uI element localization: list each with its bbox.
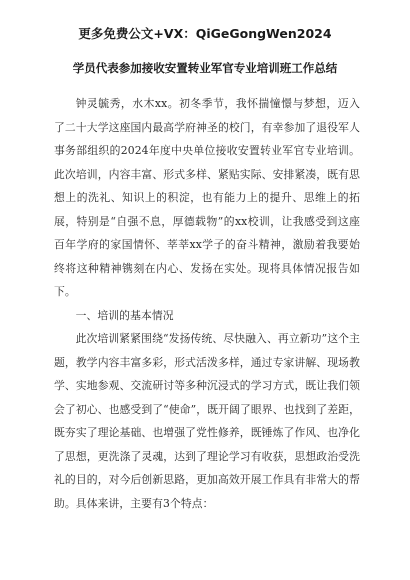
page-header: 更多免费公文+VX：QiGeGongWen2024 — [78, 26, 332, 41]
section-heading: 一、培训的基本情况 — [75, 308, 174, 322]
intro-paragraph: 钟灵毓秀，水木xx。初冬季节，我怀揣憧憬与梦想，迈入了二十大学这座国内最高学府神圣的校门，有幸参加了退役军人事务部组织的2024年度中央单位接收安置转业军官专业培训。此次培训，内容丰富、形式多样、紧贴实际、安排紧凑，既有思想上的洗礼、知识上的积淀，也有能力上的提升、思维上的拓展，特别是“自强不息，厚德载物”的xx校训，让我感受到这座百年学府的家国情怀、莘莘xx学子的奋斗精神，激励着我要始终将这种精神镌刻在内心、发扬在实处。现将具体情况报告如下。 — [54, 97, 360, 298]
document-body — [54, 92, 360, 515]
document-title: 学员代表参加接收安置转业军官专业培训班工作总结 — [72, 61, 338, 75]
body-paragraph: 此次培训紧紧围绕“发扬传统、尽快融入、再立新功”这个主题，教学内容丰富多彩，形式活泼多样，通过专家讲解、现场教学、实地参观、交流研讨等多种沉浸式的学习方式，既让我们领会了初心、也感受到了“使命”，既开阔了眼界、也找到了差距，既夯实了理论基础、也增强了党性修养，既锤炼了作风、也净化了思想，更洗涤了灵魂，达到了理论学习有收获，思想政治受洗礼的目的，对今后创新思路，更加高效开展工作具有非常大的帮助。具体来讲，主要有3个特点： — [54, 332, 360, 510]
